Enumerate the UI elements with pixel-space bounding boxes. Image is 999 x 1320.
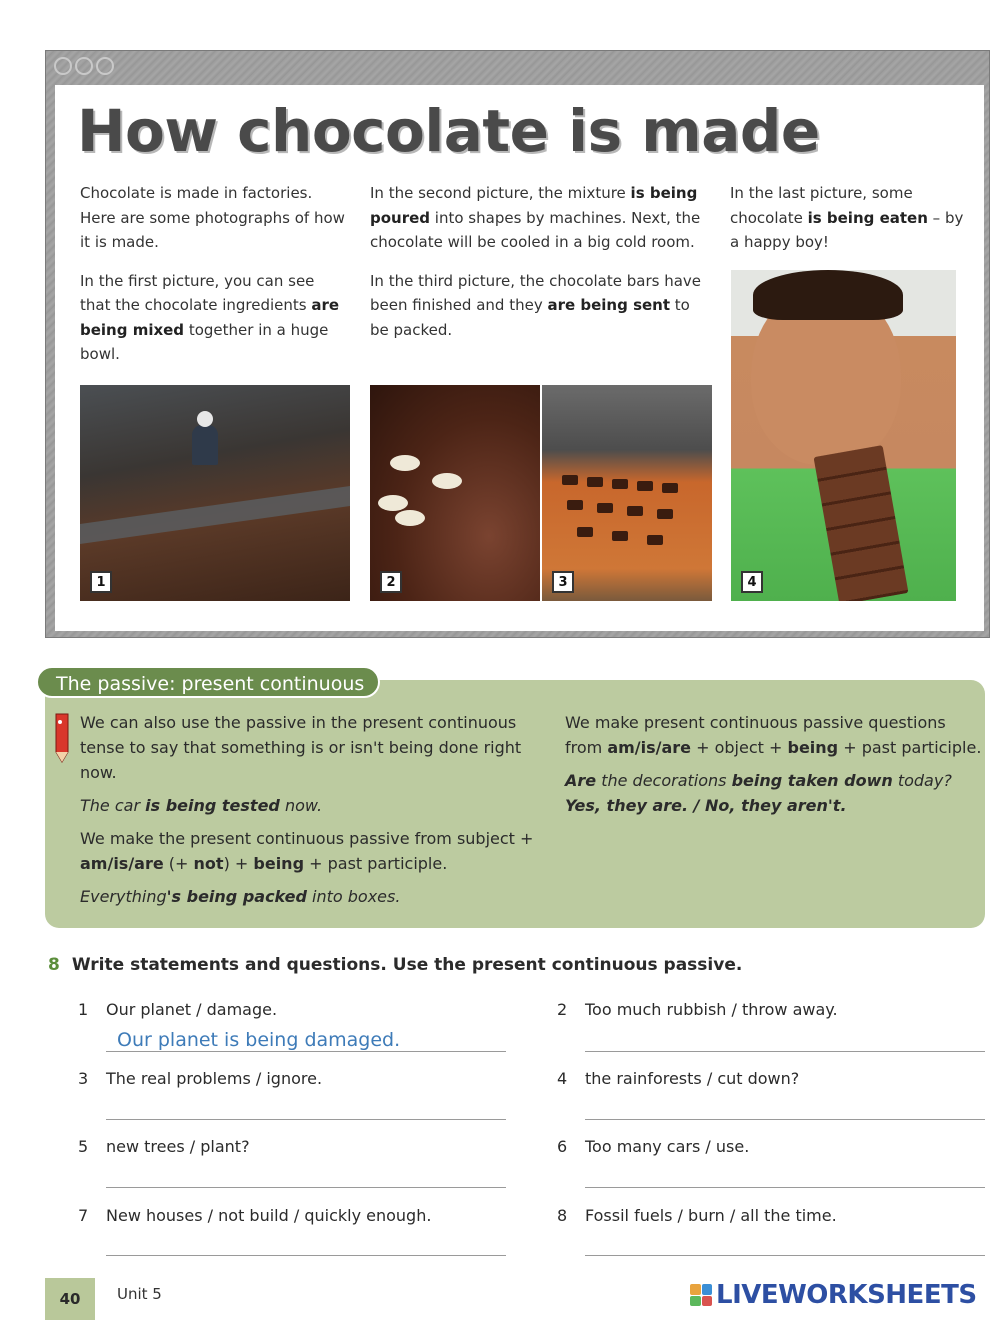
item-prompt: new trees / plant? [106,1137,250,1156]
exercise-item [78,1000,277,1019]
page-title: How chocolate is made [77,97,820,165]
bar-shape [587,477,603,487]
text: The car [80,796,146,815]
bar-shape [657,509,673,519]
window-dots [54,57,114,75]
answer-line-5[interactable] [106,1166,506,1188]
photo-chocolate-bars [542,385,712,601]
unit-label: Unit 5 [117,1285,162,1303]
icon-square [702,1296,713,1307]
bold-text: is being eaten [807,208,928,227]
text: In the third picture, the chocolate bars have been finished and they [370,271,702,314]
exercise-instruction: Write statements and questions. Use the present continuous passive. [71,955,743,975]
hair-shape [753,270,903,320]
exercise-item [557,1000,838,1019]
bar-shape [577,527,593,537]
paragraph [80,269,345,367]
item-number: 1 [78,1000,89,1019]
text: + past participle. [838,738,982,757]
answer-text-1: Our planet is being damaged. [117,1029,401,1051]
reading-frame [45,50,990,638]
exercise-number: 8 [48,955,60,975]
text: Everything [80,887,167,906]
photo-boy-eating [731,270,956,601]
icon-square [690,1284,701,1295]
text: into shapes by machines. Next, the chocolate will be cooled in a big cold room. [370,208,701,251]
item-prompt: Fossil fuels / burn / all the time. [585,1206,837,1225]
exercise-item [557,1206,837,1225]
photo-number: 2 [380,571,402,593]
text: (+ [163,854,194,873]
bold-text: being [787,738,839,757]
worker-figure [192,425,218,465]
answer-line-7[interactable] [106,1234,506,1256]
reading-panel [55,85,984,631]
dot-icon [96,57,114,75]
bold-text: are being mixed [80,296,340,339]
example [80,884,540,909]
exercise-item [78,1206,431,1225]
rule-text [565,710,985,760]
dot-icon [75,57,93,75]
example [565,793,985,818]
pencil-icon [52,712,72,764]
exercise-item [78,1069,322,1088]
bar-shape [637,481,653,491]
answer-line-2[interactable] [585,1030,985,1052]
machine-shape [80,486,350,544]
chocolate-bar-shape [814,445,909,601]
bar-shape [597,503,613,513]
bold-text: are being sent [547,296,671,314]
example [80,793,540,818]
bold-text: am/is/are [607,738,692,757]
item-number: 4 [557,1069,568,1088]
exercise-item [557,1069,799,1088]
item-number: 5 [78,1137,89,1156]
bar-shape [647,535,663,545]
text: – by a happy boy! [730,208,964,251]
item-number: 3 [78,1069,89,1088]
paragraph [370,269,710,343]
text: to be packed. [370,296,690,339]
item-prompt: the rainforests / cut down? [585,1069,800,1088]
bold-text: Are [565,771,597,790]
bar-shape [567,500,583,510]
text: together in a huge bowl. [80,320,329,363]
exercise-item [78,1137,250,1156]
brand-text: LIVEWORKSHEETS [716,1280,977,1310]
photo-number: 4 [741,571,763,593]
text: In the last picture, some chocolate [730,184,913,227]
grammar-right [565,710,985,826]
photo-number: 3 [552,571,574,593]
bar-shape [612,479,628,489]
text-column-3 [730,181,970,269]
text: We make the present continuous passive from subject + [80,829,534,848]
paragraph: Chocolate is made in factories. Here are some photographs of how it is made. [80,184,345,251]
bold-text: is being tested [145,796,280,815]
bar-shape [562,475,578,485]
text: In the second picture, the mixture [370,184,631,202]
item-number: 2 [557,1000,568,1019]
photo-factory-mixing [80,385,350,601]
mould-shape [395,510,425,526]
paragraph [370,181,710,255]
liveworksheets-icon [690,1284,712,1306]
bold-text: is being poured [370,184,698,227]
rule-text [80,826,540,876]
item-prompt: The real problems / ignore. [106,1069,323,1088]
grammar-left [80,710,540,917]
text: the decorations [596,771,732,790]
text: In the first picture, you can see that the chocolate ingredients [80,271,315,314]
answer-line-8[interactable] [585,1234,985,1256]
exercise-item [557,1137,749,1156]
bold-text: 's being packed [166,887,307,906]
bar-shape [662,483,678,493]
bold-text: am/is/are [80,854,164,873]
bar-shape [612,531,628,541]
icon-square [702,1284,713,1295]
icon-square [690,1296,701,1307]
item-number: 7 [78,1206,89,1225]
text: into boxes. [306,887,401,906]
text: + past participle. [304,854,448,873]
item-prompt: Too much rubbish / throw away. [585,1000,838,1019]
bold-text: being taken down [731,771,893,790]
dot-icon [54,57,72,75]
answer-line-3[interactable] [106,1098,506,1120]
text-column-1 [80,181,345,381]
item-number: 6 [557,1137,568,1156]
answer-line-4[interactable] [585,1098,985,1120]
mould-shape [390,455,420,471]
paragraph [730,181,970,255]
text-column-2 [370,181,710,356]
brand-logo[interactable] [690,1280,977,1310]
text: We make present continuous passive questions from [565,713,946,757]
page-number: 40 [45,1278,95,1320]
text: today? [892,771,952,790]
answer-line-6[interactable] [585,1166,985,1188]
bold-text: not [193,854,224,873]
bold-text: being [253,854,305,873]
mould-shape [432,473,462,489]
item-prompt: Too many cars / use. [585,1137,750,1156]
photo-number: 1 [90,571,112,593]
bold-text: Yes, they are. / No, they aren't. [565,796,847,815]
item-number: 8 [557,1206,568,1225]
exercise-heading [48,955,742,975]
bar-shape [627,506,643,516]
text: ) + [223,854,254,873]
grammar-title: The passive: present continuous [36,666,380,698]
text: now. [279,796,323,815]
photo-chocolate-pouring [370,385,540,601]
rule-text: We can also use the passive in the present continuous tense to say that something is or isn't being done right now. [80,713,522,782]
item-prompt: New houses / not build / quickly enough. [106,1206,432,1225]
example [565,768,985,793]
mould-shape [378,495,408,511]
item-prompt: Our planet / damage. [106,1000,278,1019]
text: + object + [691,738,788,757]
